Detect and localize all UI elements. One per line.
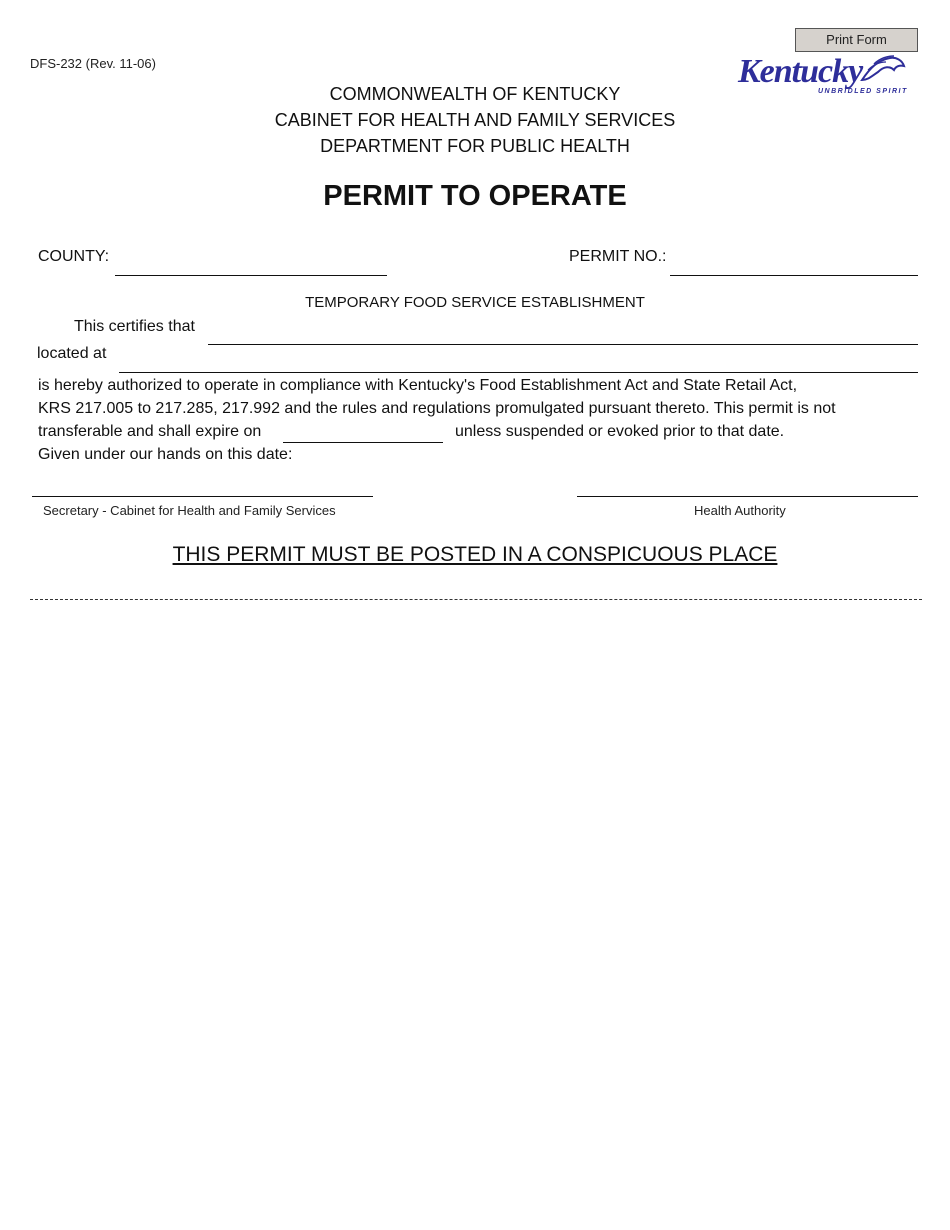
certifies-label: This certifies that <box>74 318 195 335</box>
establishment-type: TEMPORARY FOOD SERVICE ESTABLISHMENT <box>305 294 645 311</box>
county-label: COUNTY: <box>38 248 110 265</box>
header-department: DEPARTMENT FOR PUBLIC HEALTH <box>320 136 630 156</box>
cut-line-divider <box>30 599 922 600</box>
expiration-date-input[interactable] <box>283 422 443 443</box>
page-title: PERMIT TO OPERATE <box>323 180 627 212</box>
body-line-3-suffix: unless suspended or evoked prior to that date. <box>455 423 785 440</box>
secretary-signature-label: Secretary - Cabinet for Health and Family Services <box>43 503 336 518</box>
logo-wordmark: Kentucky <box>738 53 863 90</box>
located-at-label: located at <box>37 345 107 362</box>
county-input[interactable] <box>115 255 387 276</box>
header-cabinet: CABINET FOR HEALTH AND FAMILY SERVICES <box>274 110 676 130</box>
permit-no-label: PERMIT NO.: <box>569 248 667 265</box>
body-line-3-prefix: transferable and shall expire on <box>38 423 262 440</box>
body-line-4: Given under our hands on this date: <box>38 446 293 463</box>
form-id: DFS-232 (Rev. 11-06) <box>30 56 156 71</box>
health-authority-signature-label: Health Authority <box>694 503 786 518</box>
logo-tagline: UNBRIDLED SPIRIT <box>818 88 908 95</box>
print-form-button[interactable]: Print Form <box>795 28 918 52</box>
establishment-name-input[interactable] <box>208 324 918 345</box>
secretary-signature-line <box>32 496 373 497</box>
health-authority-signature-line <box>577 496 918 497</box>
horse-head-icon <box>860 54 906 84</box>
location-input[interactable] <box>119 352 918 373</box>
body-line-1: is hereby authorized to operate in compliance with Kentucky's Food Establishment Act and State Retail Act, <box>38 377 798 394</box>
header-commonwealth: COMMONWEALTH OF KENTUCKY <box>329 84 621 104</box>
posting-notice: THIS PERMIT MUST BE POSTED IN A CONSPICUOUS PLACE <box>172 543 778 566</box>
body-line-2: KRS 217.005 to 217.285, 217.992 and the rules and regulations promulgated pursuant thereto. This permit is not <box>38 400 836 417</box>
permit-no-input[interactable] <box>670 255 918 276</box>
